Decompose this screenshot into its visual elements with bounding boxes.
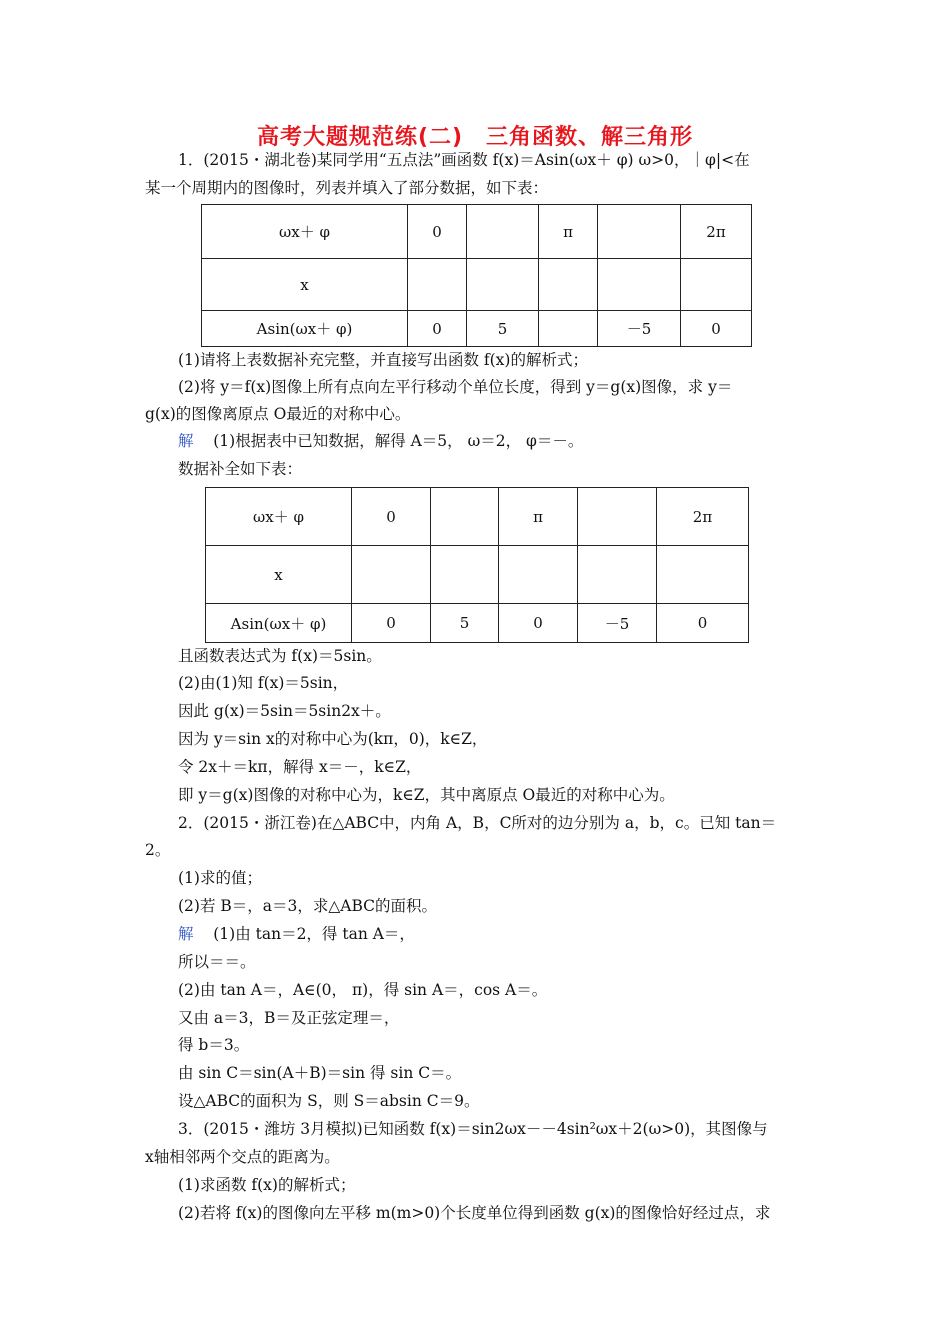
q2-solution-1 (178, 924, 415, 944)
q1-solution-6: 因为 y＝sin x的对称中心为(kπ，0)，k∈Z， (178, 730, 488, 748)
q2-solution-3: (2)由 tan A＝，A∈(0， π)，得 sin A＝，cos A＝。 (178, 981, 548, 999)
table-cell (408, 259, 467, 311)
table-cell (467, 205, 539, 259)
table-cell: 0 (499, 604, 578, 643)
q1-sub-1: (1)请将上表数据补充完整，并直接写出函数 f(x)的解析式； (178, 351, 588, 369)
q1-table (201, 204, 752, 347)
solution-text: (1)根据表中已知数据，解得 A＝5， ω＝2， φ＝－。 (213, 432, 584, 450)
table-cell (352, 546, 431, 604)
table-cell: ωx＋ φ (202, 205, 408, 259)
q1-solution-3: 且函数表达式为 f(x)＝5sin。 (178, 647, 382, 665)
q3-line-1: 3．(2015・潍坊 3月模拟)已知函数 f(x)＝sin2ωx－－4sin²ωx＋2(ω>0)，其图像与 (178, 1120, 768, 1138)
q1-solution-5: 因此 g(x)＝5sin＝5sin2x＋。 (178, 702, 391, 720)
table-cell: 0 (681, 311, 752, 347)
q1-solution-7: 令 2x＋＝kπ，解得 x＝－，k∈Z， (178, 758, 422, 776)
table-cell (539, 311, 598, 347)
q1-sub-2b: g(x)的图像离原点 O最近的对称中心。 (145, 405, 411, 423)
q1-sub-2a: (2)将 y＝f(x)图像上所有点向左平行移动个单位长度，得到 y＝g(x)图像，求 y＝ (178, 378, 733, 396)
q3-sub-2: (2)若将 f(x)的图像向左平移 m(m>0)个长度单位得到函数 g(x)的图像恰好经过点，求 (178, 1204, 771, 1222)
table-cell: Asin(ωx＋ φ) (202, 311, 408, 347)
q1-solution-2: 数据补全如下表： (178, 460, 303, 478)
table-cell: 2π (657, 488, 749, 546)
table-cell (681, 259, 752, 311)
table-cell: 5 (431, 604, 499, 643)
q3-sub-1: (1)求函数 f(x)的解析式； (178, 1176, 356, 1194)
table-cell (578, 546, 657, 604)
q1-solution-8: 即 y＝g(x)图像的对称中心为，k∈Z，其中离原点 O最近的对称中心为。 (178, 786, 675, 804)
table-cell (578, 488, 657, 546)
table-cell (499, 546, 578, 604)
table-cell: 2π (681, 205, 752, 259)
table-cell (657, 546, 749, 604)
q2-solution-6: 由 sin C＝sin(A＋B)＝sin 得 sin C＝。 (178, 1064, 462, 1082)
q1-completed-table (205, 487, 749, 643)
table-cell (431, 488, 499, 546)
table-cell: x (202, 259, 408, 311)
q3-line-2: x轴相邻两个交点的距离为。 (145, 1148, 340, 1166)
table-cell: 0 (352, 488, 431, 546)
table-cell: 0 (408, 311, 467, 347)
table-cell (467, 259, 539, 311)
table-cell: 5 (467, 311, 539, 347)
q1-solution-1 (178, 431, 583, 451)
q1-solution-4: (2)由(1)知 f(x)＝5sin， (178, 674, 349, 692)
table-cell (598, 205, 681, 259)
solution-label: 解 (178, 432, 194, 450)
table-cell: 0 (352, 604, 431, 643)
table-cell (539, 259, 598, 311)
q2-sub-1: (1)求的值； (178, 869, 262, 887)
q2-sub-2: (2)若 B＝，a＝3，求△ABC的面积。 (178, 897, 438, 915)
q2-line-2: 2。 (145, 841, 171, 859)
solution-text: (1)由 tan＝2，得 tan A＝， (213, 925, 415, 943)
table-cell (431, 546, 499, 604)
table-cell: Asin(ωx＋ φ) (206, 604, 352, 643)
table-cell: 0 (408, 205, 467, 259)
table-cell: x (206, 546, 352, 604)
q2-solution-4: 又由 a＝3，B＝及正弦定理＝， (178, 1009, 400, 1027)
q1-line-1: 1．(2015・湖北卷)某同学用“五点法”画函数 f(x)＝Asin(ωx＋ φ) ω>0，｜φ|<在 (178, 151, 750, 169)
table-cell: ωx＋ φ (206, 488, 352, 546)
q2-solution-7: 设△ABC的面积为 S，则 S＝absin C＝9。 (178, 1092, 480, 1110)
table-cell: π (499, 488, 578, 546)
q2-solution-5: 得 b＝3。 (178, 1036, 250, 1054)
q2-line-1: 2．(2015・浙江卷)在△ABC中，内角 A，B，C所对的边分别为 a，b，c。已知 tan＝ (178, 814, 777, 832)
q1-line-2: 某一个周期内的图像时，列表并填入了部分数据，如下表： (145, 179, 549, 197)
page-title: 高考大题规范练(二) 三角函数、解三角形 (256, 125, 694, 150)
table-cell: －5 (598, 311, 681, 347)
table-cell: π (539, 205, 598, 259)
q2-solution-2: 所以＝＝。 (178, 953, 256, 971)
table-cell: 0 (657, 604, 749, 643)
solution-label: 解 (178, 925, 194, 943)
table-cell: －5 (578, 604, 657, 643)
table-cell (598, 259, 681, 311)
